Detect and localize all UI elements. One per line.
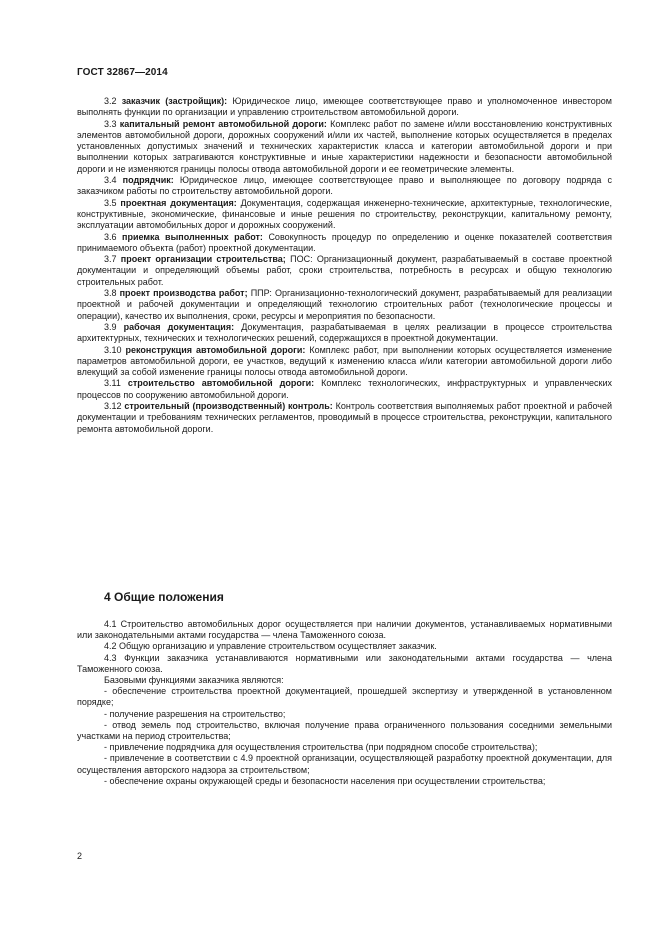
definition-term: строительный (производственный) контроль: bbox=[124, 401, 333, 412]
page-number: 2 bbox=[77, 851, 83, 861]
definition-text: Контроль соответствия выполняемых работ проектной и рабочей документации и требованиям технических регламентов, проводимый в процессе строительства, реконструкции, капитального ремонта автомобильной дороги. bbox=[77, 401, 612, 434]
definition-number: 3.5 bbox=[104, 197, 117, 208]
definition-3-8 bbox=[77, 288, 612, 322]
definition-number: 3.9 bbox=[104, 321, 117, 332]
definition-term: проект организации строительства; bbox=[120, 254, 286, 265]
document-header: ГОСТ 32867—2014 bbox=[77, 67, 168, 78]
definition-3-9 bbox=[77, 322, 612, 345]
paragraph-intro: Базовыми функциями заказчика являются: bbox=[104, 675, 284, 686]
paragraph-4-2: 4.2 Общую организацию и управление строительством осуществляет заказчик. bbox=[104, 641, 437, 652]
definition-text: ППР: Организационно-технологический документ, разрабатываемый для реализации проектной и рабочей документации и определяющий технологию строительных работ (технологические процессы и операции), качество их выполнения, сроки, ресурсы и мероприятия по безопасности. bbox=[77, 288, 612, 321]
definition-3-7 bbox=[77, 254, 612, 288]
list-item: - получение разрешения на строительство; bbox=[104, 708, 286, 719]
definition-number: 3.3 bbox=[104, 118, 117, 129]
list-item: - обеспечение охраны окружающей среды и безопасности населения при осуществлении строительства; bbox=[104, 775, 546, 786]
list-item: - отвод земель под строительство, включая получение права ограниченного пользования соседними земельными участками на период строительства; bbox=[77, 719, 612, 742]
definition-text: Юридическое лицо, имеющее соответствующее право и уполномоченное инвестором выполнять функции по организации и управлению строительством автомобильной дороги. bbox=[77, 96, 612, 118]
definition-text: Документация, разрабатываемая в целях реализации в процессе строительства архитектурных, технических и технологических решений, содержащихся в проектной документации. bbox=[77, 321, 612, 344]
definition-term: заказчик (застройщик): bbox=[121, 96, 228, 106]
definition-text: Юридическое лицо, имеющее соответствующее право и выполняющее по договору подряда с заказчиком работы по строительству автомобильной дороги. bbox=[77, 175, 612, 197]
definition-number: 3.8 bbox=[104, 288, 117, 299]
section-heading: 4 Общие положения bbox=[104, 590, 224, 604]
definition-term: капитальный ремонт автомобильной дороги: bbox=[119, 118, 327, 129]
definition-number: 3.12 bbox=[104, 401, 122, 412]
definition-text: Комплекс технологических, инфраструктурных и управленческих процессов по сооружению автомобильной дороги. bbox=[77, 378, 612, 400]
definitions-block bbox=[77, 96, 612, 435]
definition-number: 3.2 bbox=[104, 96, 117, 106]
definition-text: Документация, содержащая инженерно-технические, архитектурные, технологические, конструктивные, экономические, финансовые и иные решения по строительству, реконструкции, капитальному ремонту, эксплуатации автомобильных дорог и дорожных сооружений. bbox=[77, 197, 612, 231]
definition-text: Комплекс работ, при выполнении которых осуществляется изменение параметров автомобильной дороги, ее участков, ведущий к изменению класса и/или категории автомобильной дороги либо влекущий за собой изменение границы полосы отвода автомобильной дороги. bbox=[77, 344, 612, 378]
section-4-body bbox=[77, 619, 612, 787]
definition-number: 3.11 bbox=[104, 378, 121, 389]
definition-number: 3.4 bbox=[104, 175, 117, 186]
definition-3-6 bbox=[77, 232, 612, 255]
list-item: - привлечение в соответствии с 4.9 проектной организации, осуществляющей разработку проектной документации, для осуществления авторского надзора за строительством; bbox=[77, 753, 612, 775]
list-item: - обеспечение строительства проектной документацией, прошедшей экспертизу и утвержденной в установленном порядке; bbox=[77, 686, 612, 708]
definition-term: реконструкция автомобильной дороги: bbox=[125, 344, 306, 355]
paragraph-4-1: 4.1 Строительство автомобильных дорог осуществляется при наличии документов, устанавливаемых нормативными или законодательными актами государства — члена Таможенного союза. bbox=[77, 619, 612, 641]
definition-text: Комплекс работ по замене и/или восстановлению конструктивных элементов автомобильной дороги, дорожных сооружений и/или их частей, выполнение которых осуществляется в пределах установленных допустимых значений и технических характеристик класса и категории автомобильной дороги и при выполнении которых затрагиваются конструктивные и иные характеристики надежности и безопасности автомобильной дороги и не изменяются границы полосы отвода автомобильной дороги и ее геометрические элементы. bbox=[77, 118, 612, 174]
definition-term: строительство автомобильной дороги: bbox=[127, 378, 315, 389]
definition-number: 3.10 bbox=[104, 344, 122, 355]
definition-3-3 bbox=[77, 119, 612, 175]
definition-3-10 bbox=[77, 345, 612, 379]
definition-3-12 bbox=[77, 401, 612, 435]
definition-term: рабочая документация: bbox=[123, 321, 235, 332]
definition-term: проектная документация: bbox=[120, 197, 237, 208]
paragraph-4-3: 4.3 Функции заказчика устанавливаются нормативными или законодательными актами государства — члена Таможенного союза. bbox=[77, 652, 612, 674]
definition-term: приемка выполненных работ: bbox=[122, 231, 263, 242]
definition-3-11 bbox=[77, 378, 612, 401]
definition-term: подрядчик: bbox=[122, 175, 174, 186]
definition-3-4 bbox=[77, 175, 612, 198]
list-item: - привлечение подрядчика для осуществления строительства (при подрядном способе строительства); bbox=[104, 742, 538, 753]
definition-3-5 bbox=[77, 198, 612, 232]
definition-term: проект производства работ; bbox=[119, 288, 248, 299]
definition-text: Совокупность процедур по определению и оценке показателей соответствия принимаемого объекта (работ) проектной документации. bbox=[77, 231, 612, 253]
definition-number: 3.6 bbox=[104, 231, 117, 242]
definition-text: ПОС: Организационный документ, разрабатываемый в составе проектной документации и определяющий объемы работ, сроки строительства, потребность в ресурсах и общую технологию строительных работ. bbox=[77, 254, 612, 287]
definition-3-2 bbox=[77, 96, 612, 119]
definition-number: 3.7 bbox=[104, 254, 117, 265]
